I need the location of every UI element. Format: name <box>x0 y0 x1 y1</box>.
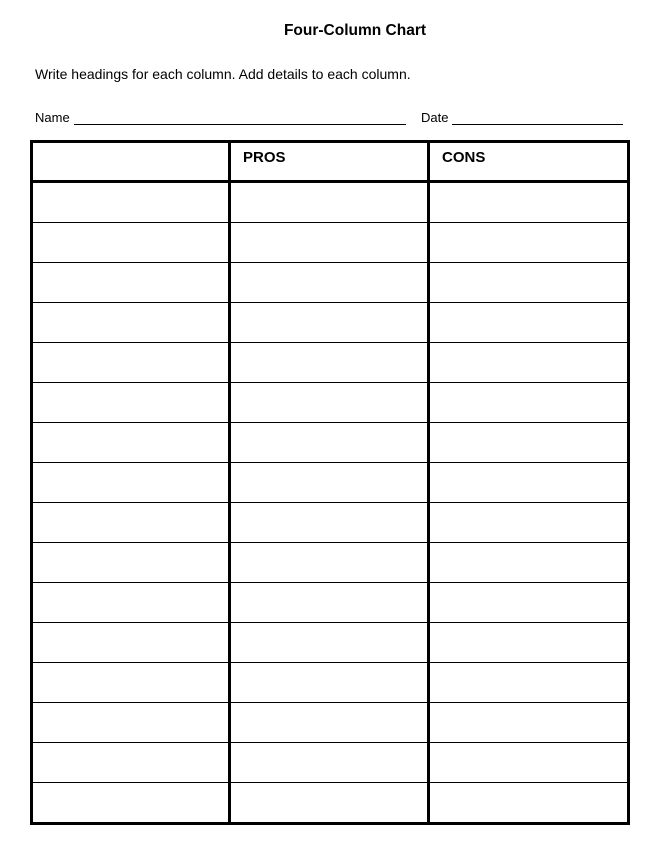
table-cell[interactable] <box>429 182 629 223</box>
table-cell[interactable] <box>429 503 629 543</box>
table-cell[interactable] <box>32 623 230 663</box>
table-cell[interactable] <box>429 223 629 263</box>
instructions-text: Write headings for each column. Add details to each column. <box>35 66 411 82</box>
table-cell[interactable] <box>230 703 429 743</box>
table-row <box>32 543 629 583</box>
table-cell[interactable] <box>230 623 429 663</box>
table-cell[interactable] <box>429 623 629 663</box>
table-row <box>32 343 629 383</box>
date-field <box>421 110 623 125</box>
table-cell[interactable] <box>230 343 429 383</box>
table-row <box>32 503 629 543</box>
table-cell[interactable] <box>230 543 429 583</box>
table-row <box>32 703 629 743</box>
table-row <box>32 623 629 663</box>
table-cell[interactable] <box>32 463 230 503</box>
table-cell[interactable] <box>32 743 230 783</box>
table-cell[interactable] <box>429 263 629 303</box>
table-cell[interactable] <box>429 583 629 623</box>
name-label: Name <box>35 110 70 125</box>
table-header-row <box>32 142 629 182</box>
table-cell[interactable] <box>429 343 629 383</box>
table-cell[interactable] <box>429 303 629 343</box>
table-cell[interactable] <box>230 303 429 343</box>
table-row <box>32 463 629 503</box>
table-cell[interactable] <box>230 182 429 223</box>
table-cell[interactable] <box>230 743 429 783</box>
table-cell[interactable] <box>429 383 629 423</box>
name-field <box>35 110 406 125</box>
table-cell[interactable] <box>429 743 629 783</box>
table-cell[interactable] <box>32 703 230 743</box>
table-cell[interactable] <box>32 223 230 263</box>
table-cell[interactable] <box>230 783 429 824</box>
table-cell[interactable] <box>32 783 230 824</box>
table-cell[interactable] <box>429 463 629 503</box>
table-cell[interactable] <box>32 182 230 223</box>
table-cell[interactable] <box>230 463 429 503</box>
date-label: Date <box>421 110 449 125</box>
table-row <box>32 743 629 783</box>
table-cell[interactable] <box>429 703 629 743</box>
column-heading-1[interactable] <box>32 142 230 182</box>
table-row <box>32 263 629 303</box>
table-row <box>32 423 629 463</box>
table-cell[interactable] <box>32 663 230 703</box>
table-cell[interactable] <box>32 263 230 303</box>
table-cell[interactable] <box>429 783 629 824</box>
table-row <box>32 583 629 623</box>
name-blank-line[interactable] <box>74 112 406 125</box>
chart-table <box>30 140 630 825</box>
table-cell[interactable] <box>32 543 230 583</box>
table-cell[interactable] <box>32 583 230 623</box>
table-row <box>32 383 629 423</box>
table-row <box>32 223 629 263</box>
table-cell[interactable] <box>230 223 429 263</box>
worksheet-title: Four-Column Chart <box>283 22 427 39</box>
table-cell[interactable] <box>429 543 629 583</box>
table-cell[interactable] <box>230 663 429 703</box>
date-blank-line[interactable] <box>452 112 623 125</box>
table-row <box>32 303 629 343</box>
table-cell[interactable] <box>230 423 429 463</box>
table-row <box>32 783 629 824</box>
table-cell[interactable] <box>429 423 629 463</box>
table-cell[interactable] <box>32 383 230 423</box>
column-heading-pros[interactable]: PROS <box>230 142 429 182</box>
table-cell[interactable] <box>32 423 230 463</box>
table-cell[interactable] <box>230 503 429 543</box>
table-cell[interactable] <box>230 383 429 423</box>
column-heading-cons[interactable]: CONS <box>429 142 629 182</box>
table-cell[interactable] <box>429 663 629 703</box>
table-cell[interactable] <box>230 263 429 303</box>
table-row <box>32 663 629 703</box>
table-cell[interactable] <box>32 503 230 543</box>
table-cell[interactable] <box>32 343 230 383</box>
table-cell[interactable] <box>230 583 429 623</box>
table-row <box>32 182 629 223</box>
table-cell[interactable] <box>32 303 230 343</box>
